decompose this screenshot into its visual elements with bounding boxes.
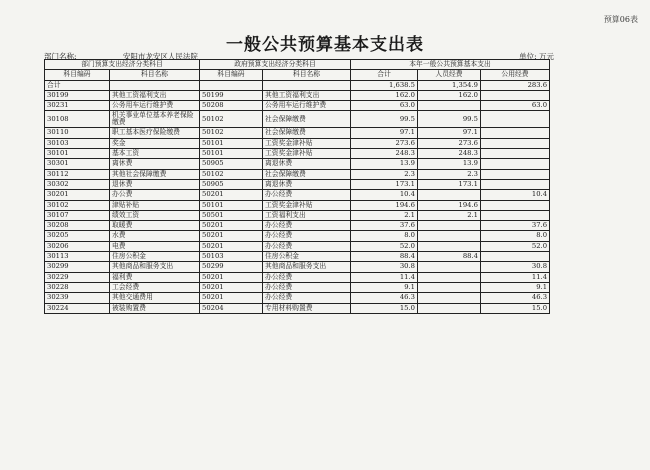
row-personnel: 2.3 (418, 169, 481, 179)
row-total: 11.4 (351, 272, 418, 282)
row-total: 15.0 (351, 303, 418, 313)
row-personnel (418, 101, 481, 111)
table-row (45, 190, 550, 200)
row-gov-code: 50199 (200, 90, 263, 100)
row-public: 9.1 (481, 282, 550, 292)
row-code: 30205 (45, 231, 110, 241)
row-gov-code: 50201 (200, 221, 263, 231)
row-personnel (418, 293, 481, 303)
row-gov-name: 离退休费 (263, 179, 351, 189)
row-name: 奖金 (110, 138, 200, 148)
row-code: 30302 (45, 179, 110, 189)
row-personnel: 248.3 (418, 149, 481, 159)
row-personnel: 162.0 (418, 90, 481, 100)
table-row (45, 101, 550, 111)
row-gov-name: 工资奖金津补贴 (263, 138, 351, 148)
row-name: 住房公积金 (110, 252, 200, 262)
row-gov-name: 工资奖金津补贴 (263, 149, 351, 159)
table-row (45, 221, 550, 231)
row-code: 30301 (45, 159, 110, 169)
page-title: 一般公共预算基本支出表 (226, 35, 424, 55)
table-row (45, 90, 550, 100)
row-total: 194.6 (351, 200, 418, 210)
row-total: 9.1 (351, 282, 418, 292)
row-code: 30101 (45, 149, 110, 159)
row-name: 其他交通费用 (110, 293, 200, 303)
row-gov-code: 50208 (200, 101, 263, 111)
row-name: 工会经费 (110, 282, 200, 292)
row-code: 30108 (45, 111, 110, 128)
row-gov-code: 50905 (200, 179, 263, 189)
table-row (45, 293, 550, 303)
row-total: 63.0 (351, 101, 418, 111)
row-public (481, 179, 550, 189)
row-total: 10.4 (351, 190, 418, 200)
row-personnel (418, 272, 481, 282)
row-code: 30112 (45, 169, 110, 179)
table-row (45, 200, 550, 210)
table-row (45, 272, 550, 282)
row-gov-name: 办公经费 (263, 190, 351, 200)
row-public: 52.0 (481, 241, 550, 251)
header-name: 科目名称 (110, 70, 200, 80)
row-gov-name: 办公经费 (263, 221, 351, 231)
row-public (481, 169, 550, 179)
row-name: 其他工资福利支出 (110, 90, 200, 100)
row-total: 248.3 (351, 149, 418, 159)
total-public: 283.6 (481, 80, 550, 90)
row-gov-code: 50101 (200, 200, 263, 210)
row-gov-code: 50101 (200, 149, 263, 159)
row-gov-code: 50905 (200, 159, 263, 169)
row-code: 30103 (45, 138, 110, 148)
table-row (45, 282, 550, 292)
row-gov-code: 50102 (200, 128, 263, 138)
table-row (45, 252, 550, 262)
row-name: 退休费 (110, 179, 200, 189)
row-gov-name: 社会保障缴费 (263, 169, 351, 179)
row-gov-name: 工资奖金津补贴 (263, 200, 351, 210)
header-group-year: 本年一般公共预算基本支出 (351, 60, 550, 70)
row-code: 30206 (45, 241, 110, 251)
dept-label: 部门名称: (44, 52, 77, 61)
row-public: 63.0 (481, 101, 550, 111)
row-code: 30201 (45, 190, 110, 200)
row-total: 97.1 (351, 128, 418, 138)
row-public (481, 200, 550, 210)
row-public: 37.6 (481, 221, 550, 231)
row-code: 30208 (45, 221, 110, 231)
row-gov-name: 办公经费 (263, 272, 351, 282)
row-gov-name: 办公经费 (263, 282, 351, 292)
row-total: 162.0 (351, 90, 418, 100)
table-row (45, 303, 550, 313)
table-row (45, 111, 550, 128)
row-gov-name: 工资福利支出 (263, 210, 351, 220)
table-row (45, 210, 550, 220)
row-public (481, 252, 550, 262)
row-name: 公务用车运行维护费 (110, 101, 200, 111)
header-gov-code: 科目编码 (200, 70, 263, 80)
row-name: 津贴补贴 (110, 200, 200, 210)
row-code: 30107 (45, 210, 110, 220)
form-code-tag: 预算06表 (603, 15, 638, 24)
row-gov-code: 50201 (200, 241, 263, 251)
row-name: 基本工资 (110, 149, 200, 159)
row-total: 173.1 (351, 179, 418, 189)
row-gov-name: 办公经费 (263, 241, 351, 251)
total-sum: 1,638.5 (351, 80, 418, 90)
row-code: 30113 (45, 252, 110, 262)
unit-label: 单位: 万元 (519, 52, 554, 61)
row-gov-code: 50102 (200, 169, 263, 179)
row-public: 11.4 (481, 272, 550, 282)
row-gov-name: 其他商品和服务支出 (263, 262, 351, 272)
row-gov-code: 50102 (200, 111, 263, 128)
row-personnel: 273.6 (418, 138, 481, 148)
header-personnel: 人员经费 (418, 70, 481, 80)
row-code: 30239 (45, 293, 110, 303)
row-public: 46.3 (481, 293, 550, 303)
row-code: 30110 (45, 128, 110, 138)
row-gov-name: 公务用车运行维护费 (263, 101, 351, 111)
table-row (45, 241, 550, 251)
row-name: 职工基本医疗保险缴费 (110, 128, 200, 138)
row-gov-code: 50501 (200, 210, 263, 220)
row-gov-name: 办公经费 (263, 231, 351, 241)
row-personnel: 97.1 (418, 128, 481, 138)
row-total: 273.6 (351, 138, 418, 148)
row-public (481, 159, 550, 169)
header-public: 公用经费 (481, 70, 550, 80)
row-name: 其他商品和服务支出 (110, 262, 200, 272)
row-gov-name: 专用材料购置费 (263, 303, 351, 313)
row-personnel: 99.5 (418, 111, 481, 128)
row-code: 30224 (45, 303, 110, 313)
row-name: 福利费 (110, 272, 200, 282)
table-row (45, 262, 550, 272)
row-gov-name: 其他工资福利支出 (263, 90, 351, 100)
dept-name: 安阳市龙安区人民法院 (122, 52, 198, 61)
row-personnel (418, 221, 481, 231)
row-personnel: 194.6 (418, 200, 481, 210)
row-public: 8.0 (481, 231, 550, 241)
row-personnel (418, 190, 481, 200)
row-name: 电费 (110, 241, 200, 251)
row-gov-name: 离退休费 (263, 159, 351, 169)
row-gov-code: 50101 (200, 138, 263, 148)
row-personnel: 2.1 (418, 210, 481, 220)
row-code: 30199 (45, 90, 110, 100)
header-total: 合计 (351, 70, 418, 80)
row-name: 办公费 (110, 190, 200, 200)
row-code: 30229 (45, 272, 110, 282)
row-total: 2.3 (351, 169, 418, 179)
row-name: 机关事业单位基本养老保险缴费 (110, 111, 200, 128)
row-gov-name: 社会保障缴费 (263, 128, 351, 138)
row-gov-name: 社会保障缴费 (263, 111, 351, 128)
header-group-dept: 部门预算支出经济分类科目 (45, 60, 200, 70)
row-name: 水费 (110, 231, 200, 241)
row-total: 52.0 (351, 241, 418, 251)
row-name: 离休费 (110, 159, 200, 169)
table-row (45, 179, 550, 189)
row-public: 10.4 (481, 190, 550, 200)
row-total: 37.6 (351, 221, 418, 231)
table-row (45, 159, 550, 169)
row-personnel: 13.9 (418, 159, 481, 169)
row-public (481, 138, 550, 148)
row-gov-code: 50201 (200, 293, 263, 303)
total-label: 合计 (45, 80, 110, 90)
row-personnel (418, 231, 481, 241)
row-total: 30.8 (351, 262, 418, 272)
row-total: 99.5 (351, 111, 418, 128)
row-name: 取暖费 (110, 221, 200, 231)
row-name: 其他社会保障缴费 (110, 169, 200, 179)
header-gov-name: 科目名称 (263, 70, 351, 80)
row-code: 30228 (45, 282, 110, 292)
table-row (45, 169, 550, 179)
row-gov-code: 50103 (200, 252, 263, 262)
row-public (481, 90, 550, 100)
header-code: 科目编码 (45, 70, 110, 80)
row-gov-code: 50201 (200, 190, 263, 200)
row-name: 被装购置费 (110, 303, 200, 313)
row-personnel (418, 303, 481, 313)
row-total: 2.1 (351, 210, 418, 220)
row-public (481, 210, 550, 220)
row-gov-name: 办公经费 (263, 293, 351, 303)
row-gov-code: 50201 (200, 282, 263, 292)
row-code: 30299 (45, 262, 110, 272)
row-personnel (418, 262, 481, 272)
row-name: 绩效工资 (110, 210, 200, 220)
row-public (481, 128, 550, 138)
row-gov-code: 50201 (200, 231, 263, 241)
row-gov-code: 50204 (200, 303, 263, 313)
row-public (481, 111, 550, 128)
row-code: 30102 (45, 200, 110, 210)
table-row (45, 128, 550, 138)
row-personnel (418, 282, 481, 292)
row-public: 15.0 (481, 303, 550, 313)
row-gov-name: 住房公积金 (263, 252, 351, 262)
table-row (45, 231, 550, 241)
row-gov-code: 50201 (200, 272, 263, 282)
total-row (45, 80, 550, 90)
row-personnel (418, 241, 481, 251)
row-total: 8.0 (351, 231, 418, 241)
row-total: 88.4 (351, 252, 418, 262)
row-total: 46.3 (351, 293, 418, 303)
row-personnel: 88.4 (418, 252, 481, 262)
table-row (45, 138, 550, 148)
row-gov-code: 50299 (200, 262, 263, 272)
row-personnel: 173.1 (418, 179, 481, 189)
row-code: 30231 (45, 101, 110, 111)
row-total: 13.9 (351, 159, 418, 169)
row-public (481, 149, 550, 159)
table-row (45, 149, 550, 159)
row-public: 30.8 (481, 262, 550, 272)
expenditure-table (44, 59, 550, 314)
total-personnel: 1,354.9 (418, 80, 481, 90)
header-group-gov: 政府预算支出经济分类科目 (200, 60, 351, 70)
